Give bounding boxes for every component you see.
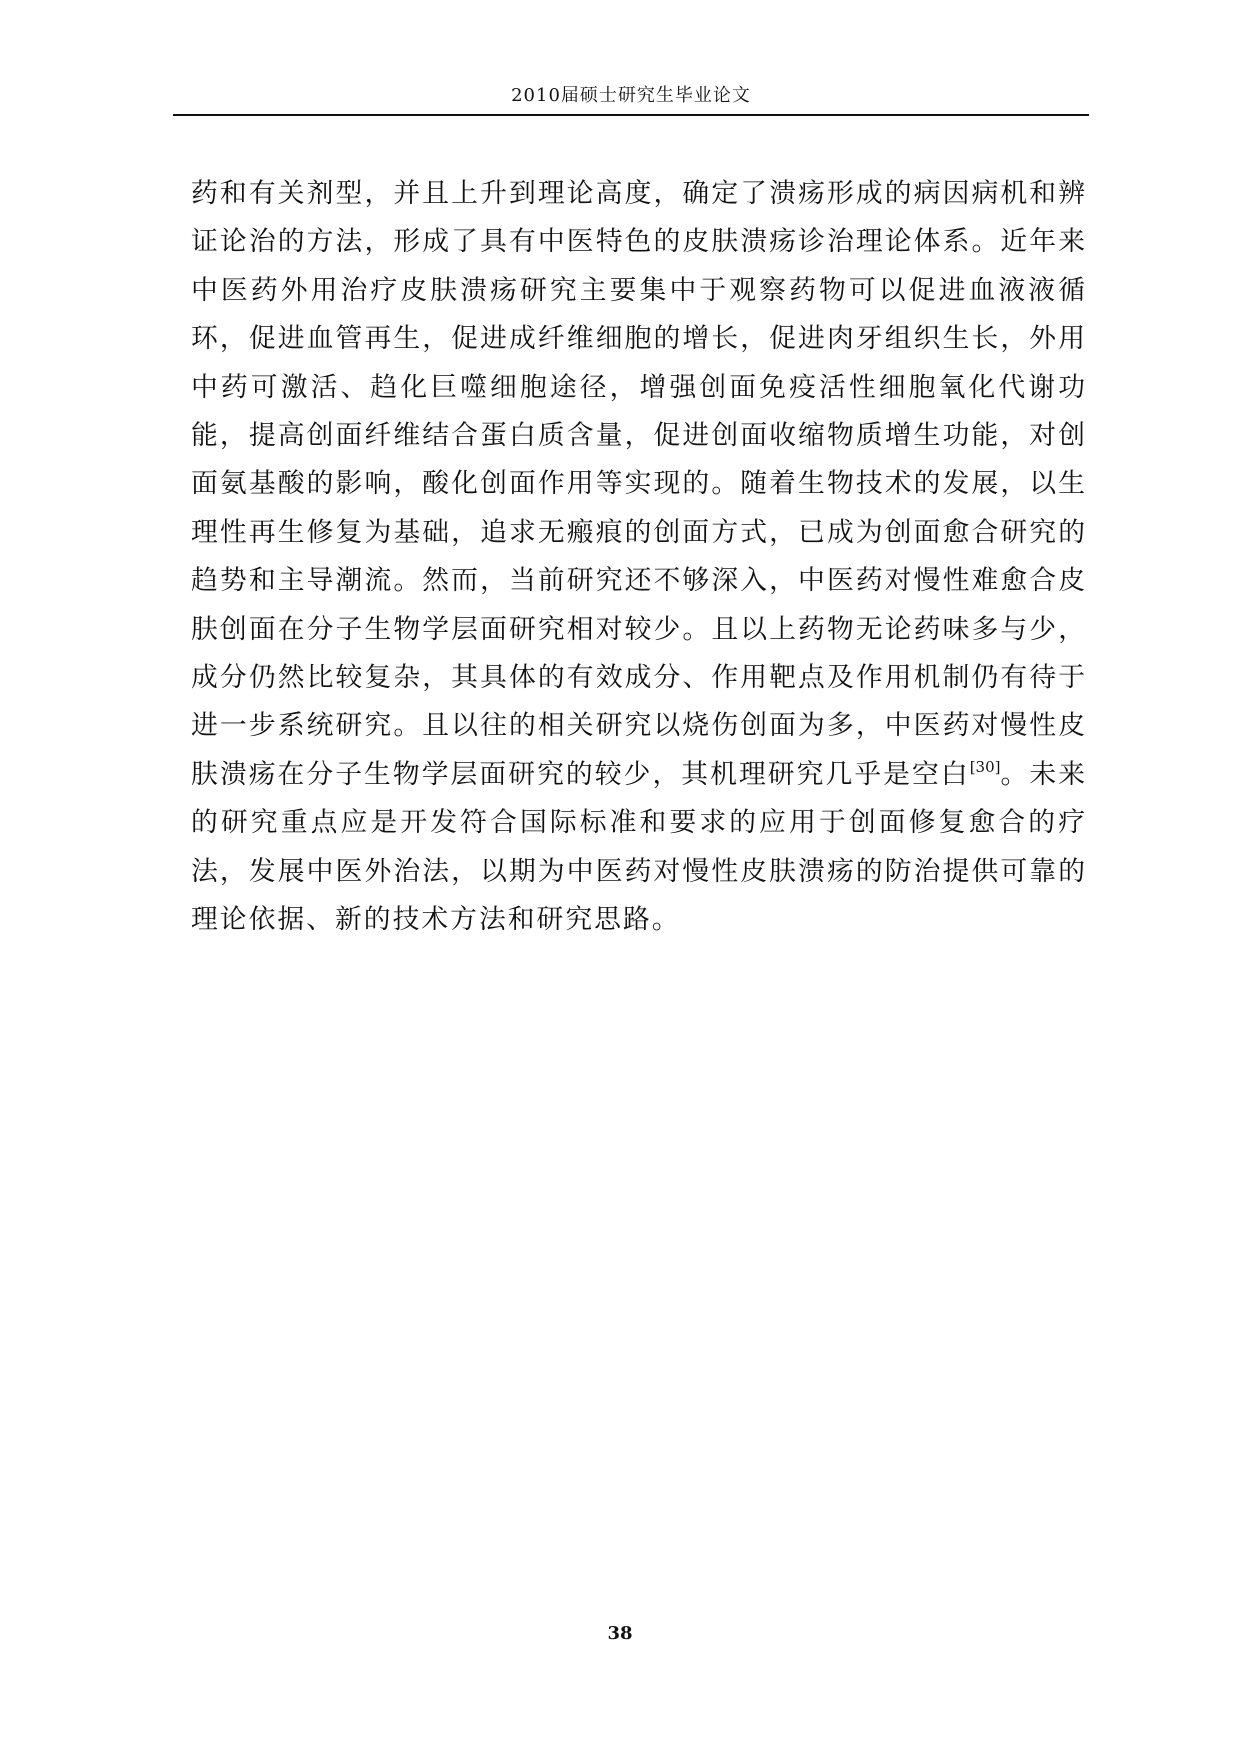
body-paragraph bbox=[191, 170, 1087, 945]
paragraph-text-after-citation: 。未来的研究重点应是开发符合国际标准和要求的应用于创面修复愈合的疗法，发展中医外治法，以期为中医药对慢性皮肤溃疡的防治提供可靠的理论依据、新的技术方法和研究思路。 bbox=[191, 758, 1088, 936]
header-rule bbox=[173, 114, 1089, 116]
citation-reference: [30] bbox=[969, 757, 1001, 776]
page-number: 38 bbox=[607, 1623, 633, 1644]
paragraph-text-before-citation: 药和有关剂型，并且上升到理论高度，确定了溃疡形成的病因病机和辨证论治的方法，形成了具有中医特色的皮肤溃疡诊治理论体系。近年来中医药外用治疗皮肤溃疡研究主要集中于观察药物可以促进血液液循环，促进血管再生，促进成纤维细胞的增长，促进肉牙组织生长，外用中药可激活、趋化巨噬细胞途径，增强创面免疫活性细胞氧化代谢功能，提高创面纤维结合蛋白质含量，促进创面收缩物质增生功能，对创面氨基酸的影响，酸化创面作用等实现的。随着生物技术的发展，以生理性再生修复为基础，追求无瘢痕的创面方式，已成为创面愈合研究的趋势和主导潮流。然而，当前研究还不够深入，中医药对慢性难愈合皮肤创面在分子生物学层面研究相对较少。且以上药物无论药味多与少，成分仍然比较复杂，其具体的有效成分、作用靶点及作用机制仍有待于进一步系统研究。且以往的相关研究以烧伤创面为多，中医药对慢性皮肤溃疡在分子生物学层面研究的较少，其机理研究几乎是空白 bbox=[191, 178, 1087, 790]
running-header: 2010届硕士研究生毕业论文 bbox=[511, 85, 751, 106]
